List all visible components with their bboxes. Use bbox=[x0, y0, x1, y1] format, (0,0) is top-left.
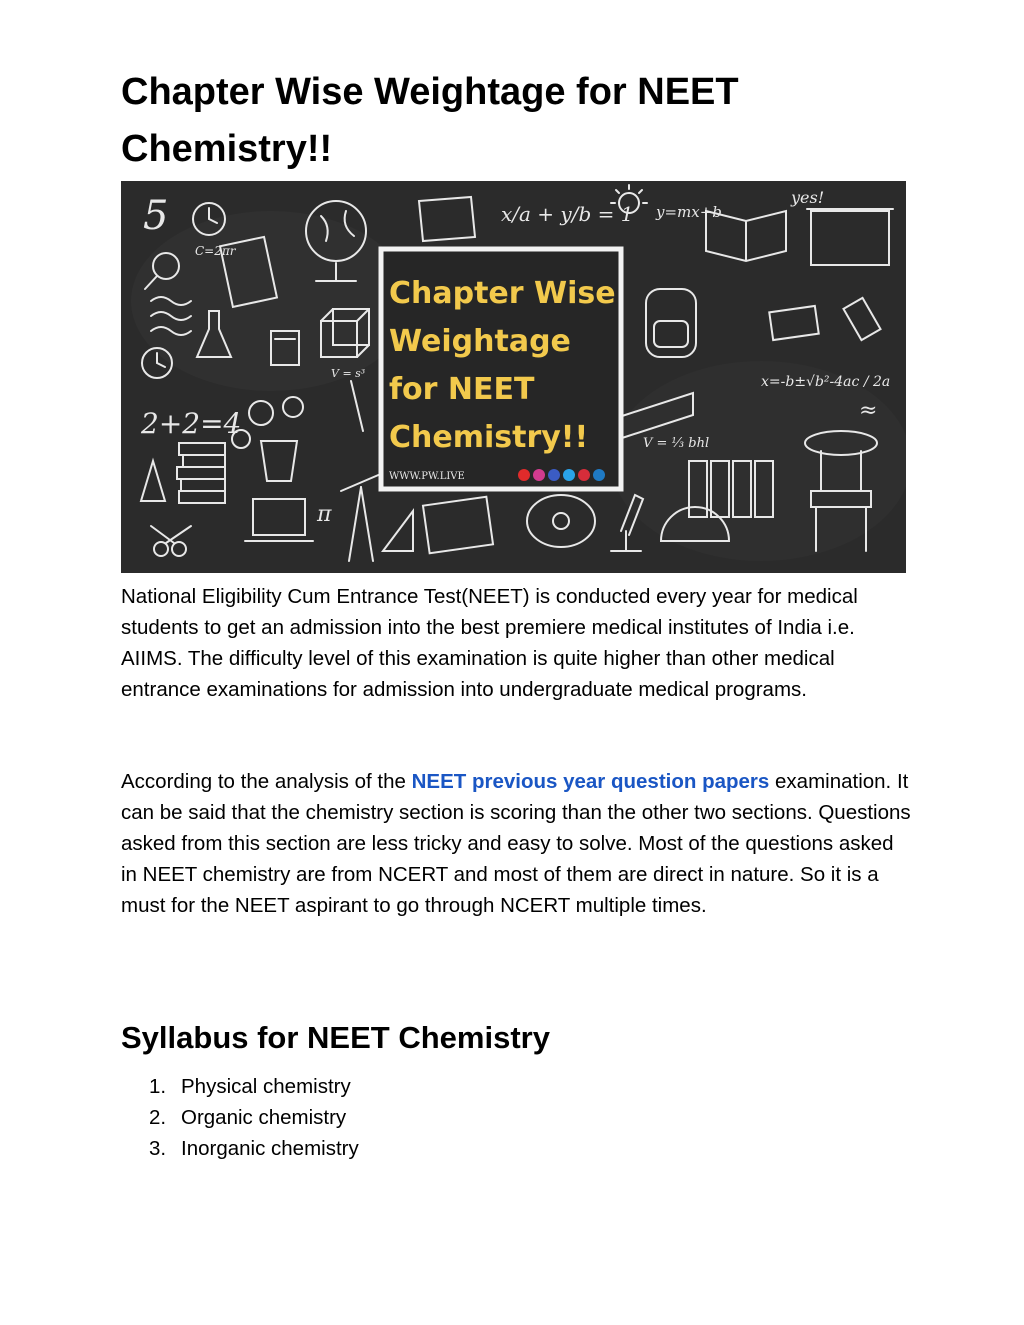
list-item-number: 2. bbox=[149, 1106, 167, 1129]
banner-line-1: Chapter Wise bbox=[389, 276, 616, 311]
list-item bbox=[121, 1071, 359, 1102]
list-item-label: Inorganic chemistry bbox=[181, 1137, 359, 1160]
chalk-sum: 2+2=4 bbox=[141, 407, 242, 440]
chalk-pi: π bbox=[317, 502, 332, 527]
chalk-five: 5 bbox=[143, 193, 169, 239]
linkedin-icon bbox=[593, 469, 605, 481]
chalk-intercept-equation: x/a + y/b = 1 bbox=[501, 202, 634, 226]
chalk-cone-volume: V = ⅓ bhl bbox=[643, 436, 710, 451]
analysis-text-after: examination. It can be said that the chemistry section is scoring than the other two sections. Questions asked from this section are less tricky and easy to solve. Most of the questions asked in NEET chemistry are from NCERT and most of them are direct in nature. So it is a must for the NEET aspirant to go through NCERT multiple times. bbox=[121, 770, 911, 917]
hero-image bbox=[121, 181, 906, 573]
intro-paragraph: National Eligibility Cum Entrance Test(NEET) is conducted every year for medical students to get an admission into the best premiere medical institutes of India i.e. AIIMS. The difficulty level of this examination is quite higher than other medical entrance examinations for admission into undergraduate medical programs. bbox=[121, 585, 858, 701]
list-item-number: 3. bbox=[149, 1137, 167, 1160]
banner-line-2: Weightage bbox=[389, 324, 571, 359]
chalk-circumference: C=2πr bbox=[195, 244, 236, 258]
chalkboard-illustration bbox=[121, 181, 906, 573]
title-banner bbox=[381, 249, 621, 489]
list-item bbox=[121, 1102, 359, 1133]
syllabus-list bbox=[121, 1071, 359, 1164]
facebook-icon bbox=[548, 469, 560, 481]
chalk-line-equation: y=mx+b bbox=[656, 203, 722, 221]
chalk-approx: ≈ bbox=[859, 398, 878, 423]
banner-line-4: Chemistry!! bbox=[389, 420, 589, 455]
list-item-label: Physical chemistry bbox=[181, 1075, 351, 1098]
chalk-cube-volume: V = s³ bbox=[331, 367, 366, 380]
syllabus-heading: Syllabus for NEET Chemistry bbox=[121, 1020, 550, 1055]
pinterest-icon bbox=[578, 469, 590, 481]
banner-website: WWW.PW.LIVE bbox=[389, 471, 465, 482]
twitter-icon bbox=[563, 469, 575, 481]
instagram-icon bbox=[533, 469, 545, 481]
chalk-quadratic-formula: x=-b±√b²-4ac / 2a bbox=[761, 374, 891, 390]
chalk-yes: yes! bbox=[791, 188, 825, 207]
list-item-label: Organic chemistry bbox=[181, 1106, 347, 1129]
neet-pyq-link[interactable]: NEET previous year question papers bbox=[411, 770, 770, 793]
list-item bbox=[121, 1133, 359, 1164]
banner-line-3: for NEET bbox=[389, 372, 535, 407]
list-item-number: 1. bbox=[149, 1075, 167, 1098]
analysis-text-before: According to the analysis of the bbox=[121, 770, 412, 793]
analysis-paragraph bbox=[121, 766, 911, 921]
youtube-icon bbox=[518, 469, 530, 481]
page-title: Chapter Wise Weightage for NEET Chemistry!! bbox=[121, 71, 739, 170]
